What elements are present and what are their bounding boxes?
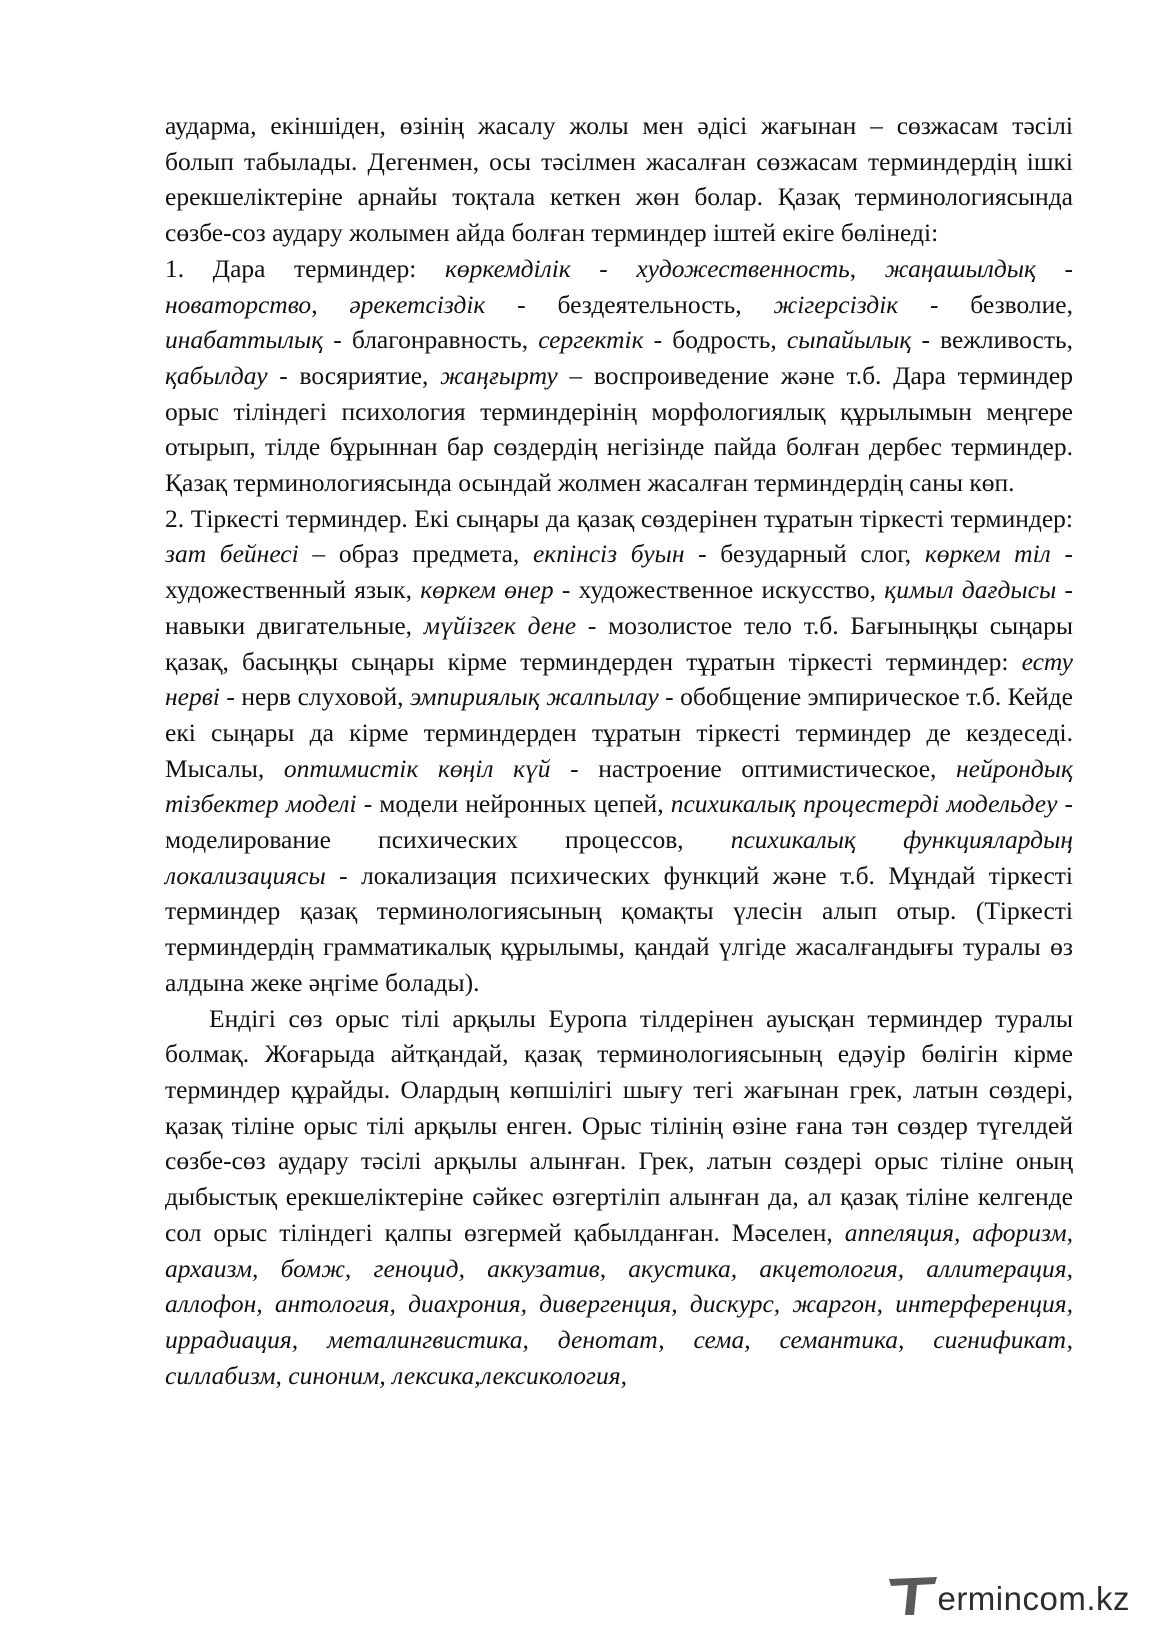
- text-run: 1. Дара терминдер:: [165, 253, 445, 283]
- text-run: 2. Тіркесті терминдер. Екі сыңары да қазақ сөздерінен тұратын тіркесті терминдер:: [165, 503, 1073, 533]
- text-run: аударма, екіншіден, өзінің жасалу жолы мен әдісі жағынан – сөзжасам тәсілі болып табылады. Дегенмен, осы тәсілмен жасалған сөзжасам терминдердің ішкі ерекшеліктеріне арнайы тоқтала кеткен жөн болар. Қазақ терминологиясында сөзбе-соз аудару жолымен айда болған терминдер іштей екіге бөлінеді:: [165, 111, 1073, 248]
- text-run: - настроение оптимистическое,: [550, 753, 957, 783]
- text-run: – образ предмета,: [298, 539, 533, 569]
- italic-term: аппеляция, афоризм, архаизм, бомж, геноцид, аккузатив, акустика, акцетология, аллитерация, аллофон, антология, диахрония, дивергенция, дискурс, жаргон, интерференция, иррадиация, металингвистика, денотат, сема, семантика, сигнификат, силлабизм, синоним, лексика,лексикология,: [165, 1217, 1073, 1390]
- italic-term: көркем тіл: [924, 539, 1051, 569]
- paragraph: [165, 108, 1073, 251]
- t-logo-icon: [887, 1575, 941, 1617]
- text-run: - бездеятельность,: [485, 289, 774, 319]
- paragraph: [165, 251, 1073, 501]
- text-run: ,: [311, 289, 350, 319]
- text-run: ,: [849, 253, 885, 283]
- italic-term: психикалық процестерді модельдеу: [670, 789, 1058, 819]
- text-run: - навыки двигательные,: [165, 575, 1073, 640]
- italic-term: мүйізгек дене: [423, 610, 577, 640]
- document-body: [165, 108, 1073, 1393]
- text-run: – воспроиведение және т.б. Дара терминдер орыс тіліндегі психология терминдерінің морфологиялық құрылымын меңгере отырып, тілде бұрыннан бар сөздердің негізінде пайда болған дербес терминдер. Қазақ терминологиясында осындай жолмен жасалған терминдердің саны көп.: [165, 360, 1073, 498]
- italic-term: әрекетсіздік: [349, 289, 486, 319]
- italic-term: жаңашылдық - новаторство: [165, 253, 1073, 319]
- italic-term: екпінсіз буын: [532, 539, 685, 569]
- text-run: - безволие,: [898, 289, 1073, 319]
- text-run: - мозолистое тело т.б. Бағыныңқы сыңары қазақ, басыңқы сыңары кірме терминдерден тұратын тіркесті терминдер:: [165, 610, 1074, 676]
- italic-term: сыпайылық: [786, 325, 912, 355]
- italic-term: эмпириялық жалпылау: [410, 682, 659, 712]
- text-run: - вежливость,: [911, 325, 1073, 355]
- italic-term: нейрондық тізбектер моделі: [165, 753, 1073, 819]
- italic-term: инабаттылық: [165, 325, 324, 355]
- italic-term: есту нерві: [165, 646, 1073, 712]
- italic-term: жігерсіздік: [773, 289, 899, 319]
- text-run: - нерв слуховой,: [219, 682, 411, 712]
- italic-term: зат бейнесі: [165, 539, 299, 569]
- text-run: - моделирование психических процессов,: [165, 789, 1074, 855]
- italic-term: жаңғырту: [440, 360, 558, 390]
- italic-term: қабылдау: [165, 360, 268, 390]
- italic-term: көркем өнер: [420, 575, 554, 605]
- text-run: - художественное искусство,: [553, 575, 885, 605]
- text-run: - благонравность,: [323, 325, 539, 355]
- text-run: - обобщение эмпирическое т.б. Кейде екі сыңары да кірме терминдерден тұратын тіркесті терминдер де кездеседі. Мысалы,: [165, 682, 1073, 783]
- text-run: - бодрость,: [643, 325, 787, 355]
- text-run: - модели нейронных цепей,: [356, 789, 671, 819]
- italic-term: көркемділік - художественность: [444, 253, 850, 283]
- text-run: - художественный язык,: [165, 539, 1073, 605]
- text-run: - безударный слог,: [684, 539, 925, 569]
- italic-term: оптимистік көңіл күй: [283, 753, 551, 783]
- site-watermark: [887, 1573, 1130, 1617]
- text-run: - восяриятие,: [267, 360, 441, 390]
- italic-term: психикалық функциялардың локализациясы: [165, 825, 1073, 890]
- watermark-text: ermincom.kz: [937, 1580, 1130, 1617]
- paragraph: [165, 501, 1073, 1001]
- italic-term: сергектік: [538, 325, 644, 355]
- paragraph: [165, 1001, 1073, 1394]
- text-run: - локализация психических функций және т.б. Мұндай тіркесті терминдер қазақ терминологиясының қомақты үлесін алып отыр. (Тіркесті терминдердің грамматикалық құрылымы, қандай үлгіде жасалғандығы туралы өз алдына жеке әңгіме болады).: [165, 860, 1073, 997]
- italic-term: қимыл дағдысы: [884, 575, 1057, 605]
- text-run: Ендігі сөз орыс тілі арқылы Еуропа тілдерінен ауысқан терминдер туралы болмақ. Жоғарыда айтқандай, қазақ терминологиясының едәуір бөлігін кірме терминдер құрайды. Олардың көпшілігі шығу тегі жағынан грек, латын сөздері, қазақ тіліне орыс тілі арқылы енген. Орыс тілінің өзіне ғана тән сөздер түгелдей сөзбе-сөз аудару тәсілі арқылы алынған. Грек, латын сөздері орыс тіліне оның дыбыстық ерекшеліктеріне сәйкес өзгертіліп алынған да, ал қазақ тіліне келгенде сол орыс тіліндегі қалпы өзгермей қабылданған. Мәселен,: [165, 1003, 1073, 1247]
